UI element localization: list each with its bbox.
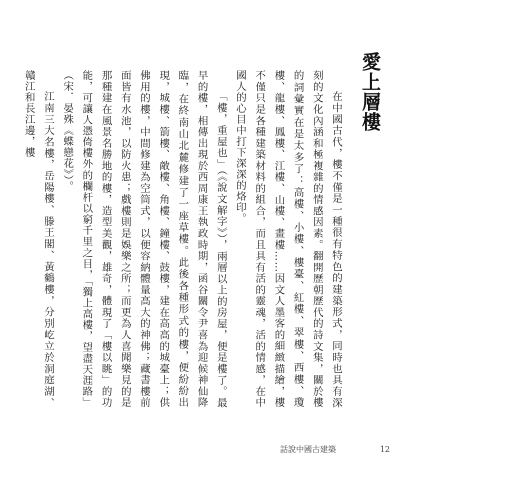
paragraph-1: 在中國古代，樓不僅是一種很有特色的建築形式，同時也具有深刻的文化內涵和極複雜的情感因素。翻開歷朝歷代的詩文集，關於樓的詞彙實在是太多了：高樓、小樓、樓臺、紅樓、翠樓、西樓、瓊樓、龍樓、鳳樓、江樓、山樓、畫樓……因文人墨客的細緻描繪，樓不僅只是各種建築材料的組合，而且具有活的靈魂，活的情感，在中國人的心目中打下深深的烙印。 bbox=[233, 70, 342, 408]
paragraph-3: 江南三大名樓，岳陽樓、滕王閣、黃鶴樓，分別屹立於洞庭湖、贛江和長江邊，樓 bbox=[22, 70, 54, 408]
page-footer bbox=[280, 442, 390, 456]
running-title: 話說中國古建築 bbox=[280, 444, 336, 454]
paragraph-2: 「樓，重屋也」（《說文解字》），兩層以上的房屋，便是樓了。最早的樓，相傳出現於西周康王執政時期，函谷關令尹喜為迎候神仙降臨，在終南山北麓修建了一座草樓。此後各種形式的樓，便紛紛出現，城樓、箭樓、敵樓、角樓、鐘樓、鼓樓，建在高高的城臺上；供佛用的樓，中間修建為空筒式，以便容納體量高大的神佛；藏書樓前面皆有水池，以防火患；戲樓則是娛樂之所；而更為人喜聞樂見的是那種建在風景名勝地的樓，造型美觀，雄奇，體現了「樓以眺」的功能，可讓人憑倚樓外的欄杆以窮千里之目，「獨上高樓，望盡天涯路」（宋．晏殊《蝶戀花》）。 bbox=[61, 70, 227, 408]
chapter-title: 愛上層樓 bbox=[359, 52, 381, 132]
page-number: 12 bbox=[379, 444, 390, 454]
body-text bbox=[22, 70, 345, 408]
